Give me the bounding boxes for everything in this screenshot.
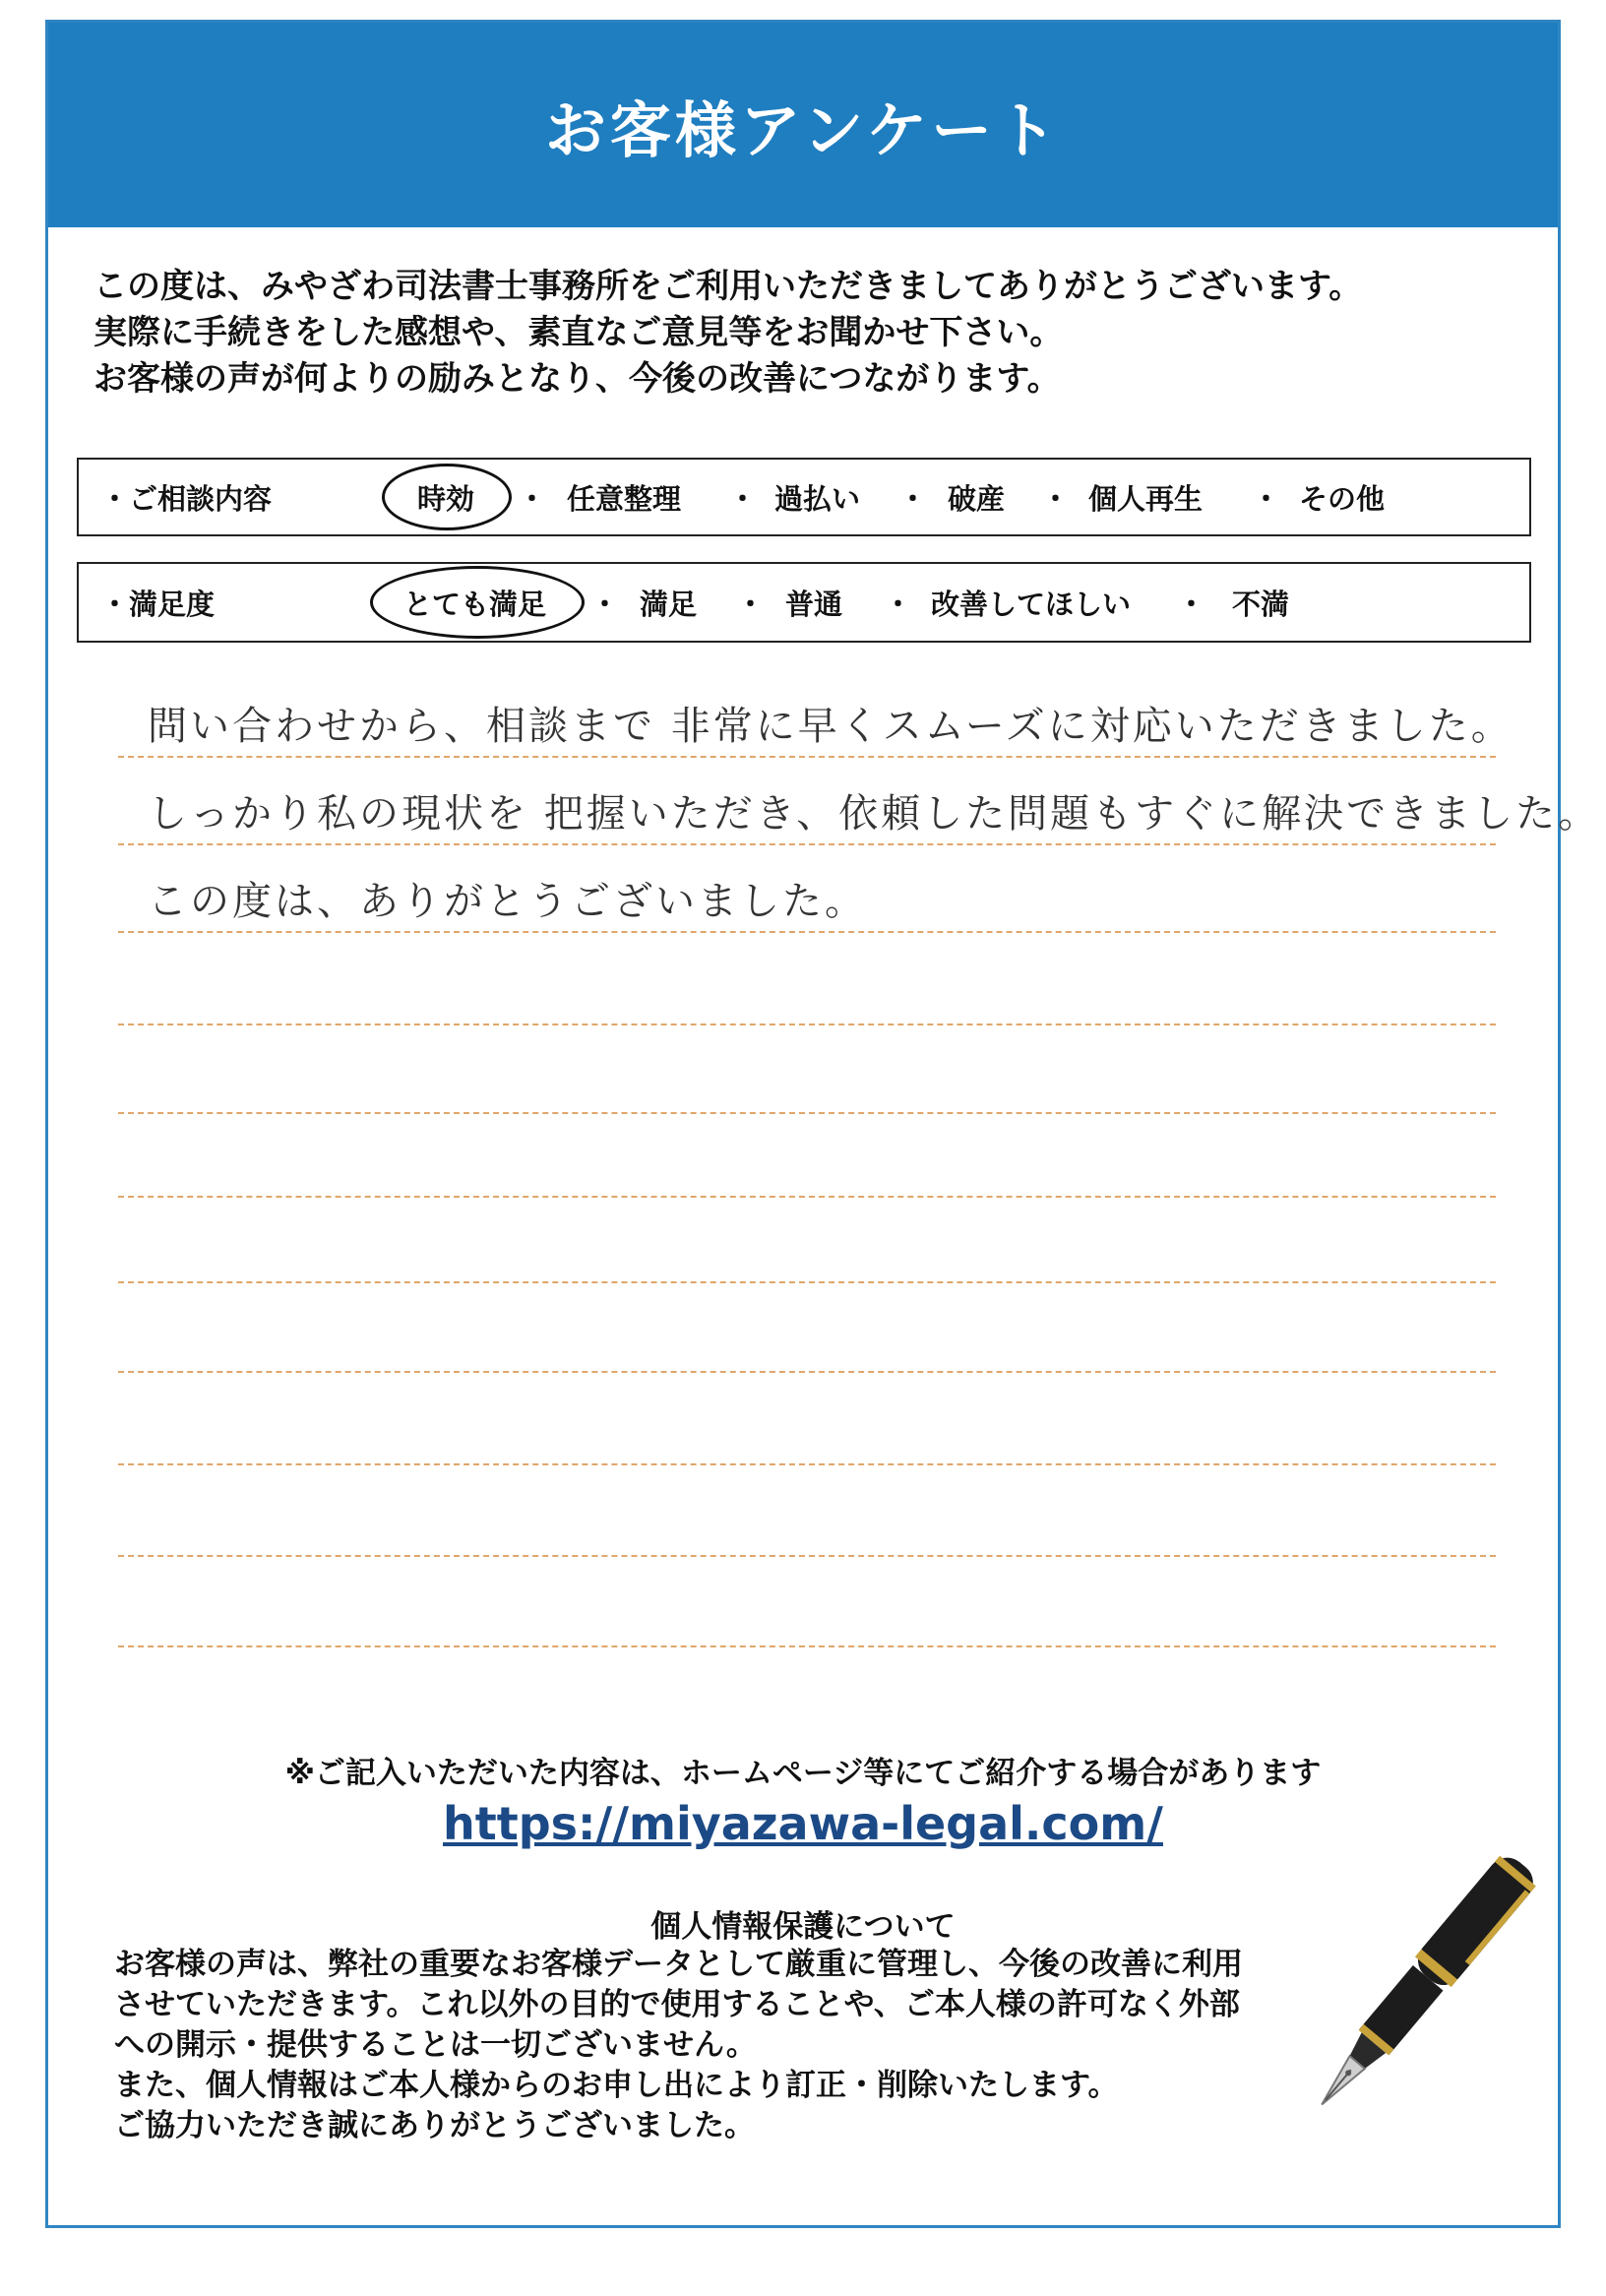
ruled-line — [118, 1463, 1496, 1465]
ruled-line — [118, 1281, 1496, 1283]
privacy-line: させていただきます。これ以外の目的で使用することや、ご本人様の許可なく外部 — [114, 1987, 1240, 2022]
comment-line: しっかり私の現状を 把握いただき、依頼した問題もすぐに解決できました。 — [148, 791, 1601, 837]
separator: ・ — [518, 481, 547, 516]
consultation-label: ・ご相談内容 — [100, 481, 273, 516]
satisfaction-option-kaizen[interactable]: 改善してほしい — [931, 587, 1132, 621]
satisfaction-question — [77, 562, 1531, 643]
ruled-line — [118, 1112, 1496, 1114]
page-title: お客様アンケート — [544, 93, 1062, 166]
ruled-line — [118, 1196, 1496, 1198]
privacy-line: への開示・提供することは一切ございません。 — [114, 2027, 757, 2063]
privacy-text — [114, 1945, 1344, 2146]
ruled-line — [118, 1024, 1496, 1025]
consultation-option-kojin-saisei[interactable]: 個人再生 — [1088, 481, 1204, 516]
header-banner — [48, 23, 1558, 227]
satisfaction-option-totemo-manzoku[interactable]: とても満足 — [403, 587, 547, 621]
ruled-line — [118, 1645, 1496, 1647]
separator: ・ — [590, 587, 620, 621]
consultation-option-hasan[interactable]: 破産 — [948, 481, 1006, 516]
ruled-line — [118, 1371, 1496, 1373]
ruled-line — [118, 931, 1496, 933]
intro-text — [93, 264, 1520, 403]
intro-line: この度は、みやざわ司法書士事務所をご利用いただきましてありがとうございます。 — [93, 267, 1363, 306]
separator: ・ — [736, 587, 766, 621]
consultation-option-jikou[interactable]: 時効 — [417, 481, 475, 516]
separator: ・ — [1177, 587, 1206, 621]
satisfaction-option-manzoku[interactable]: 満足 — [640, 587, 698, 621]
intro-line: 実際に手続きをした感想や、素直なご意見等をお聞かせ下さい。 — [93, 313, 1064, 352]
separator: ・ — [898, 481, 928, 516]
consultation-option-kabarai[interactable]: 過払い — [774, 481, 861, 516]
comment-line: 問い合わせから、相談まで 非常に早くスムーズに対応いただきました。 — [148, 704, 1513, 749]
comment-line: この度は、ありがとうございました。 — [148, 879, 867, 924]
satisfaction-label: ・満足度 — [100, 587, 216, 621]
ruled-line — [118, 843, 1496, 845]
separator: ・ — [884, 587, 913, 621]
website-link[interactable]: https://miyazawa-legal.com/ — [443, 1797, 1163, 1850]
intro-line: お客様の声が何よりの励みとなり、今後の改善につながります。 — [93, 359, 1061, 399]
separator: ・ — [1041, 481, 1071, 516]
privacy-line: また、個人情報はご本人様からのお申し出により訂正・削除いたします。 — [114, 2068, 1119, 2103]
privacy-line: ご協力いただき誠にありがとうございました。 — [114, 2108, 755, 2143]
consultation-question — [77, 458, 1531, 536]
ruled-line — [118, 1555, 1496, 1557]
separator: ・ — [1252, 481, 1281, 516]
privacy-title: 個人情報保護について — [650, 1909, 956, 1945]
ruled-line — [118, 756, 1496, 758]
consultation-option-nini-seiri[interactable]: 任意整理 — [567, 481, 682, 516]
privacy-line: お客様の声は、弊社の重要なお客様データとして厳重に管理し、今後の改善に利用 — [114, 1947, 1243, 1982]
consultation-option-sonota[interactable]: その他 — [1299, 481, 1386, 516]
separator: ・ — [728, 481, 758, 516]
publication-note: ※ご記入いただいた内容は、ホームページ等にてご紹介する場合があります — [284, 1756, 1322, 1791]
satisfaction-option-futsuu[interactable]: 普通 — [785, 587, 843, 621]
fountain-pen-icon — [1279, 1826, 1555, 2150]
satisfaction-option-fuman[interactable]: 不満 — [1232, 587, 1290, 621]
